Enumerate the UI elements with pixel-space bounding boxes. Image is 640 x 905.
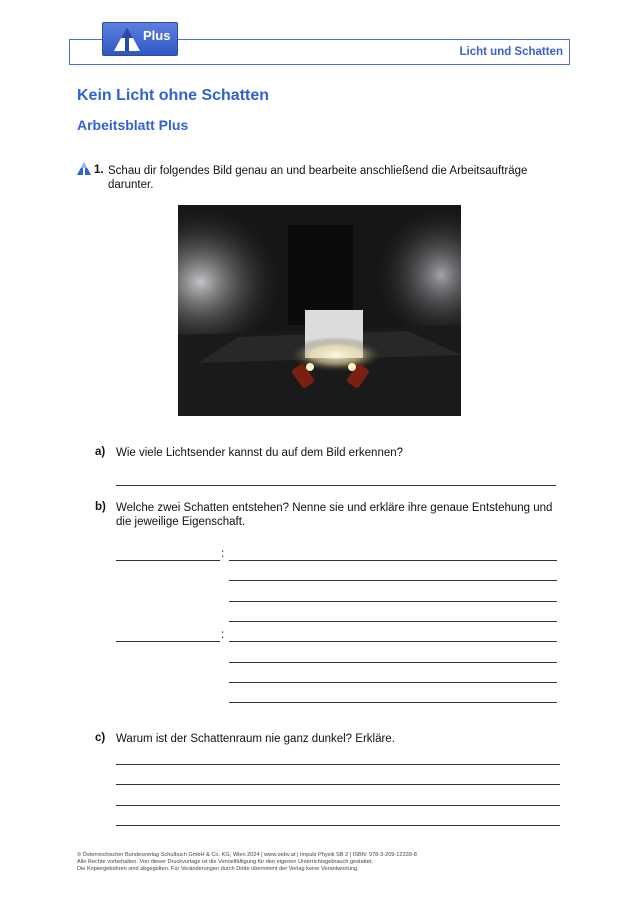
answer-line-c4[interactable]: [116, 825, 560, 826]
answer-line-a[interactable]: [116, 485, 556, 486]
colon-1: :: [221, 548, 225, 560]
answer-line-b4[interactable]: [229, 621, 557, 622]
footer-line-2: Alle Rechte vorbehalten. Von dieser Druckvorlage ist die Vervielfältigung für den eigenen Unterrichtsgebrauch gestattet.: [77, 859, 374, 865]
question-a-text: Wie viele Lichtsender kannst du auf dem Bild erkennen?: [116, 447, 404, 459]
pyramid-task-icon: [77, 162, 91, 175]
shadow-name-line-1[interactable]: [116, 560, 220, 561]
question-b-text: Welche zwei Schatten entstehen? Nenne sie und erkläre ihre genaue Entstehung und die jeweilige Eigenschaft.: [116, 502, 553, 528]
answer-line-c3[interactable]: [116, 805, 560, 806]
page-subtitle: Arbeitsblatt Plus: [77, 117, 189, 133]
shadow-experiment-photo: [178, 205, 461, 416]
footer-line-1: © Österreichischer Bundesverlag Schulbuch GmbH & Co. KG, Wien 2024 | www.oebv.at | Impuls Physik SB 2 | ISBN: 978-3-209-12339-8: [77, 852, 417, 858]
answer-line-b7[interactable]: [229, 682, 557, 683]
answer-line-b2[interactable]: [229, 580, 557, 581]
answer-line-b5[interactable]: [229, 641, 557, 642]
question-b-letter: b): [95, 501, 106, 513]
question-c-text: Warum ist der Schattenraum nie ganz dunkel? Erkläre.: [116, 733, 395, 745]
logo-text: Plus: [143, 28, 171, 43]
question-c-letter: c): [95, 732, 106, 744]
copyright-footer: [77, 852, 577, 873]
plus-logo: [102, 22, 178, 56]
answer-line-b1[interactable]: [229, 560, 557, 561]
task-number: 1.: [94, 164, 104, 176]
question-a-letter: a): [95, 446, 106, 458]
section-label: Licht und Schatten: [459, 46, 563, 58]
page-title: Kein Licht ohne Schatten: [77, 87, 270, 104]
footer-line-3: Die Kopiergebühren sind abgegolten. Für Veränderungen durch Dritte übernimmt der Verlag keine Verantwortung.: [77, 866, 359, 872]
answer-line-c2[interactable]: [116, 784, 560, 785]
answer-line-b8[interactable]: [229, 702, 557, 703]
answer-line-c1[interactable]: [116, 764, 560, 765]
shadow-name-line-2[interactable]: [116, 641, 220, 642]
pyramid-logo-icon: [113, 26, 141, 52]
answer-line-b3[interactable]: [229, 601, 557, 602]
colon-2: :: [221, 629, 225, 641]
task-instruction: Schau dir folgendes Bild genau an und bearbeite anschließend die Arbeitsaufträge darunter.: [108, 165, 528, 191]
answer-line-b6[interactable]: [229, 662, 557, 663]
